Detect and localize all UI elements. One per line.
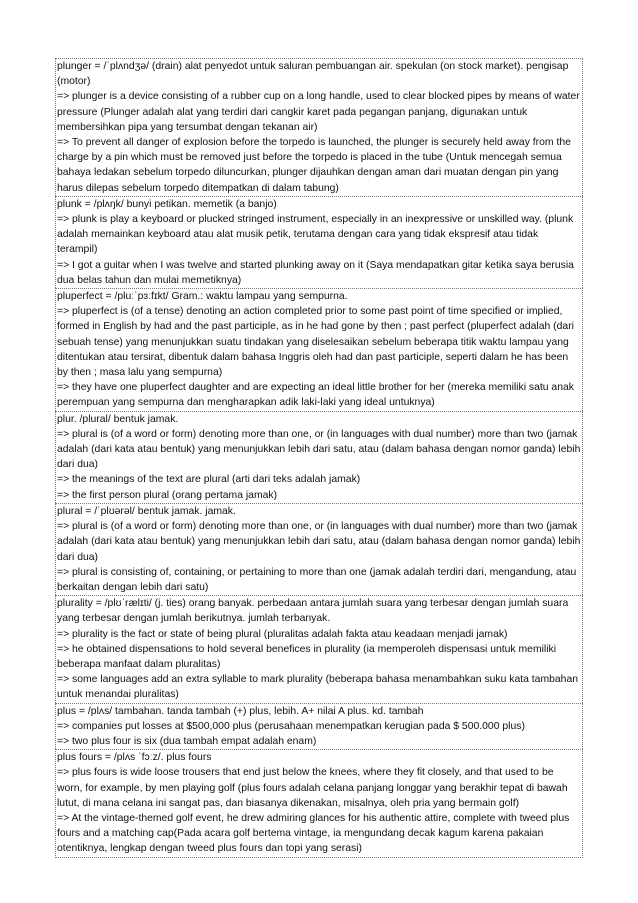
entry-headword-line: plur. /plural/ bentuk jamak. [57, 413, 179, 425]
entry-example: => To prevent all danger of explosion before the torpedo is launched, the plunger is securely held away from the charge by a pin which must be removed just before the torpedo is placed in the tube (Untuk mencegah semua bahaya ledakan sebelum torpedo diluncurkan, plunger dijauhkan dengan aman dari muatan dengan pin yang harus dilepas sebelum torpedo ditempatkan di dalam tabung) [57, 137, 571, 194]
entry-definition: => plunk is play a keyboard or plucked stringed instrument, especially in an inexpressive or unskilled way. (plunk adalah memainkan keyboard atau alat musik petik, terutama dengan cara yang tidak ekspresif atau tidak terampil) [57, 214, 574, 256]
entry-definition: => plurality is the fact or state of being plural (pluralitas adalah fakta atau keadaan menjadi jamak) [57, 628, 508, 640]
entry-example: => the meanings of the text are plural (arti dari teks adalah jamak) [57, 474, 361, 486]
entry-headword-line: pluperfect = /pluːˈpɜːfɪkt/ Gram.: waktu lampau yang sempurna. [57, 291, 348, 303]
entry-definition: => plural is consisting of, containing, or pertaining to more than one (jamak adalah terdiri dari, mengandung, atau berkaitan dengan lebih dari satu) [57, 566, 577, 593]
entry-example: => I got a guitar when I was twelve and started plunking away on it (Saya mendapatkan gitar ketika saya berusia dua belas tahun dan mulai memetiknya) [57, 259, 574, 286]
entry-headword-line: plus = /plʌs/ tambahan. tanda tambah (+) plus, lebih. A+ nilai A plus. kd. tambah [57, 705, 424, 717]
entry-headword-line: plunk = /plʌŋk/ bunyi petikan. memetik (a banjo) [57, 198, 277, 210]
entry-definition: => plural is (of a word or form) denoting more than one, or (in languages with dual number) more than two (jamak adalah (dari kata atau bentuk) yang menunjukkan lebih dari satu, atau (dalam bahasa dengan nomor ganda) lebih dari dua) [57, 428, 581, 471]
dictionary-entry-plunger [55, 58, 583, 196]
entry-headword-line: plunger = /ˈplʌndʒə/ (drain) alat penyedot untuk saluran pembuangan air. spekulan (on stock market). pengisap (motor) [57, 61, 569, 88]
entry-definition: => plus fours is wide loose trousers that end just below the knees, where they fit closely, and that used to be worn, for example, by men playing golf (plus fours adalah celana panjang longgar yang berakhir tepat di bawah lutut, di mana celana ini sangat pas, dan biasanya dikenakan, misalnya, oleh pria yang bermain golf) [57, 767, 568, 809]
dictionary-entry-plurality [55, 595, 583, 702]
entry-example: => they have one pluperfect daughter and are expecting an ideal little brother for her (mereka memiliki satu anak perempuan yang sempurna dan mengharapkan adik laki-laki yang ideal untuknya) [57, 382, 574, 409]
entry-definition: => plural is (of a word or form) denoting more than one, or (in languages with dual number) more than two (jamak adalah (dari kata atau bentuk) yang menunjukkan lebih dari satu, atau (dalam bahasa dengan nomor ganda) lebih dari dua) [57, 521, 581, 563]
entry-example: => some languages add an extra syllable to mark plurality (beberapa bahasa menambahkan suku kata tambahan untuk menandai pluralitas) [57, 674, 579, 701]
entry-example: => At the vintage-themed golf event, he drew admiring glances for his authentic attire, complete with tweed plus fours and a matching cap(Pada acara golf bertema vintage, ia mengundang decak kagum karena pakaian otentiknya, lengkap dengan tweed plus fours dan topi yang serasi) [57, 812, 570, 855]
entry-example: => the first person plural (orang pertama jamak) [57, 489, 278, 501]
dictionary-entry-plur [55, 411, 583, 503]
dictionary-entry-pluperfect [55, 288, 583, 411]
entry-definition: => plunger is a device consisting of a rubber cup on a long handle, used to clear blocked pipes by means of water pressure (Plunger adalah alat yang terdiri dari cangkir karet pada pegangan panjang, digunakan untuk membersihkan pipa yang tersumbat dengan tekanan air) [57, 91, 580, 133]
dictionary-entry-plus-fours [55, 749, 583, 857]
dictionary-entry-plural [55, 503, 583, 595]
dictionary-entry-plus [55, 703, 583, 750]
entry-headword-line: plus fours = /plʌs ˈfɔːz/. plus fours [57, 752, 212, 764]
entry-example: => companies put losses at $500,000 plus (perusahaan menempatkan kerugian pada $ 500.000 plus) [57, 720, 525, 732]
dictionary-page [55, 58, 583, 858]
entry-definition: => pluperfect is (of a tense) denoting an action completed prior to some past point of time specified or implied, formed in English by had and the past participle, as in he had gone by then ; past perfect (pluperfect adalah (dari sebuah tense) yang menunjukkan suatu tindakan yang diselesaikan sebelum beberapa titik waktu lampau yang ditentukan atau tersirat, dibentuk dalam bahasa Inggris oleh had dan past participle, seperti dalam he has been by then ; masa lalu yang sempurna) [57, 306, 574, 379]
dictionary-entry-plunk [55, 196, 583, 288]
entry-example: => he obtained dispensations to hold several benefices in plurality (ia memperoleh dispensasi untuk memiliki beberapa manfaat dalam pluralitas) [57, 643, 557, 670]
entry-example: => two plus four is six (dua tambah empat adalah enam) [57, 735, 317, 747]
entry-headword-line: plural = /ˈplʊərəl/ bentuk jamak. jamak. [57, 505, 236, 517]
entry-headword-line: plurality = /plʊˈrælɪti/ (j. ties) orang banyak. perbedaan antara jumlah suara yang terbesar dengan jumlah suara yang terbesar dengan jumlah berikutnya. jumlah terbanyak. [57, 598, 569, 625]
